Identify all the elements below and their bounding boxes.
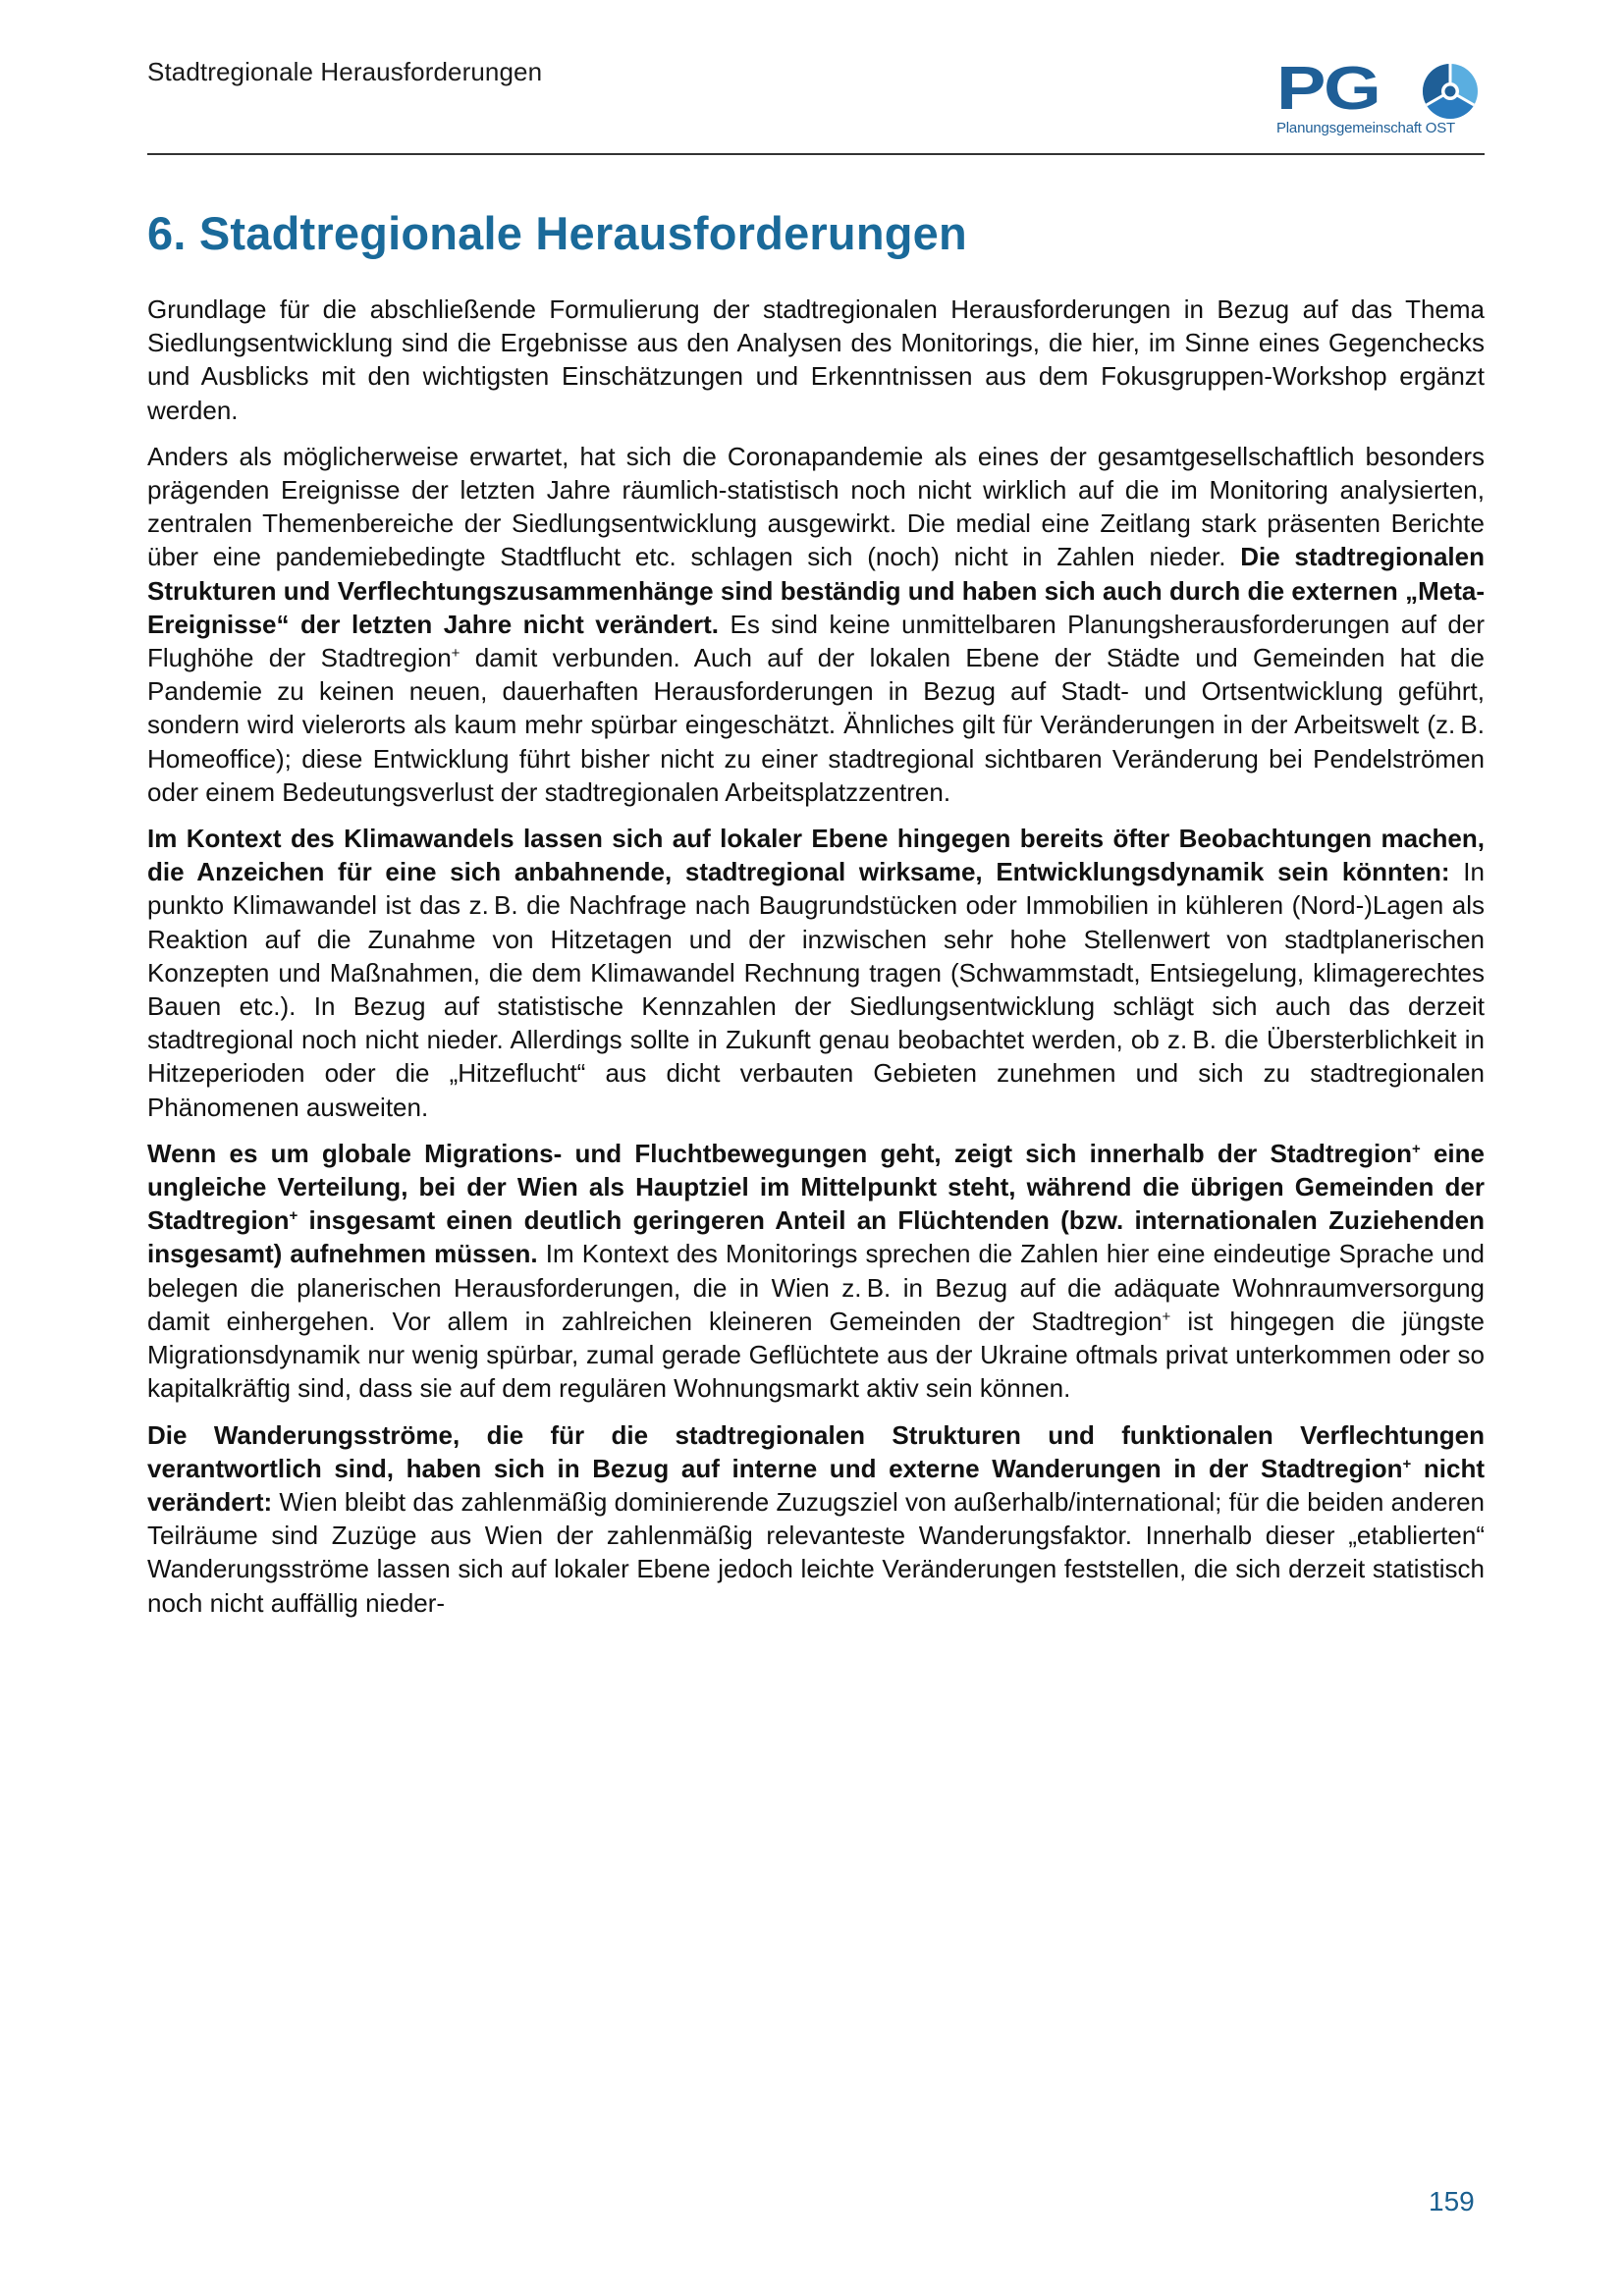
bold-emphasis: Im Kontext des Klimawandels lassen sich auf lokaler Ebene hingegen bereits öfter Beobachtungen machen, die Anzeichen für eine sich anbahnende, stadtregional wirksame, Entwicklungsdynamik sein könnten:: [147, 824, 1485, 887]
body-paragraph: [147, 440, 1485, 809]
superscript-plus: +: [451, 645, 460, 663]
running-header-title: Stadtregionale Herausforderungen: [147, 57, 543, 86]
superscript-plus: +: [289, 1207, 298, 1225]
logo-subtitle: Planungsgemeinschaft OST: [1276, 120, 1455, 136]
superscript-plus: +: [1411, 1140, 1421, 1157]
bold-emphasis: eine ungleiche Verteilung, bei der Wien als Hauptziel im Mittelpunkt steht, während die übrigen Gemeinden der Stadtregion: [147, 1138, 1485, 1236]
body-paragraph: [147, 1418, 1485, 1620]
bold-emphasis: Die Wanderungsströme, die für die stadtregionalen Strukturen und funktionalen Verflechtungen verantwortlich sind, haben sich in Bezug auf interne und externe Wanderungen in der Stadtregion: [147, 1419, 1485, 1483]
text-run: Wien bleibt das zahlenmäßig dominierende Zuzugsziel von außerhalb/international; für die beiden anderen Teilräume sind Zuzüge aus Wien der zahlenmäßig relevanteste Wanderungsfaktor. Innerhalb dieser „etablierten“ Wanderungsströme lassen sich auf lokaler Ebene jedoch leichte Veränderungen feststellen, die sich derzeit statistisch noch nicht auffällig nieder-: [147, 1486, 1485, 1618]
bold-emphasis: Die stadtregionalen Strukturen und Verflechtungszusammenhänge sind beständig und haben sich auch durch die externen „Meta-Ereignisse“ der letzten Jahre nicht verändert.: [147, 542, 1485, 639]
bold-emphasis: Wenn es um globale Migrations- und Fluchtbewegungen geht, zeigt sich innerhalb der Stadtregion: [147, 1138, 1412, 1168]
body-paragraph: [147, 1137, 1485, 1406]
bold-emphasis: nicht verändert:: [147, 1453, 1485, 1517]
page-number: 159: [1429, 2186, 1475, 2216]
superscript-plus: +: [1162, 1308, 1171, 1325]
text-run: Anders als möglicherweise erwartet, hat sich die Coronapandemie als eines der gesamtgesellschaftlich besonders prägenden Ereignisse der letzten Jahre räumlich-statistisch noch nicht wirklich auf die im Monitoring analysierten, zentralen Themenbereiche der Siedlungsentwicklung ausgewirkt. Die medial eine Zeitlang stark präsenten Berichte über eine pandemiebedingte Stadtflucht etc. schlagen sich (noch) nicht in Zahlen nieder.: [147, 441, 1485, 572]
text-run: Es sind keine unmittelbaren Planungsherausforderungen auf der Flughöhe der Stadtregion: [147, 609, 1486, 673]
header-divider: [147, 153, 1485, 155]
text-run: In punkto Klimawandel ist das z. B. die Nachfrage nach Baugrundstücken oder Immobilien in kühleren (Nord-)Lagen als Reaktion auf die Zunahme von Hitzetagen und der inzwischen sehr hohe Stellenwert von stadtplanerischen Konzepten und Maßnahmen, die dem Klimawandel Rechnung tragen (Schwammstadt, Entsiegelung, klimagerechtes Bauen etc.). In Bezug auf statistische Kennzahlen der Siedlungsentwicklung schlägt sich auch das derzeit stadtregional noch nicht nieder. Allerdings sollte in Zukunft genau beobachtet werden, ob z. B. die Übersterblichkeit in Hitzeperioden oder die „Hitzeflucht“ aus dicht verbauten Gebieten zunehmen und sich zu stadtregionalen Phänomenen ausweiten.: [147, 857, 1485, 1122]
body-paragraph: [147, 822, 1485, 1124]
pgo-roundel-icon: [1422, 63, 1479, 120]
superscript-plus: +: [1402, 1455, 1412, 1472]
text-run: Im Kontext des Monitorings sprechen die Zahlen hier eine eindeutige Sprache und belegen die planerischen Herausforderungen, die in Wien z. B. in Bezug auf die adäquate Wohnraumversorgung damit einhergehen. Vor allem in zahlreichen kleineren Gemeinden der Stadtregion: [147, 1239, 1485, 1336]
pgo-logo: [1276, 55, 1488, 141]
body-text: [147, 293, 1485, 1632]
text-run: ist hingegen die jüngste Migrationsdynamik nur wenig spürbar, zumal gerade Geflüchtete aus der Ukraine oftmals privat unterkommen oder so kapitalkräftig sind, dass sie auf dem regulären Wohnungsmarkt aktiv sein können.: [147, 1306, 1485, 1404]
text-run: damit verbunden. Auch auf der lokalen Ebene der Städte und Gemeinden hat die Pandemie zu keinen neuen, dauerhaften Herausforderungen in Bezug auf Stadt- und Ortsentwicklung geführt, sondern wird vielerorts als kaum mehr spürbar eingeschätzt. Ähnliches gilt für Veränderungen in der Arbeitswelt (z. B. Homeoffice); diese Entwicklung führt bisher nicht zu einer stadtregional sichtbaren Veränderung bei Pendelströmen oder einem Bedeutungsverlust der stadtregionalen Arbeitsplatzzentren.: [147, 643, 1485, 807]
logo-letters: PG: [1276, 55, 1380, 123]
text-run: Grundlage für die abschließende Formulierung der stadtregionalen Herausforderungen in Bezug auf das Thema Siedlungsentwicklung sind die Ergebnisse aus den Analysen des Monitorings, die hier, im Sinne eines Gegenchecks und Ausblicks mit den wichtigsten Einschätzungen und Erkenntnissen aus dem Fokusgruppen-Workshop ergänzt werden.: [147, 294, 1485, 425]
bold-emphasis: insgesamt einen deutlich geringeren Anteil an Flüchtenden (bzw. internationalen Zuziehenden insgesamt) aufnehmen müssen.: [147, 1205, 1485, 1269]
chapter-title: 6. Stadtregionale Herausforderungen: [147, 207, 967, 259]
body-paragraph: [147, 293, 1485, 427]
